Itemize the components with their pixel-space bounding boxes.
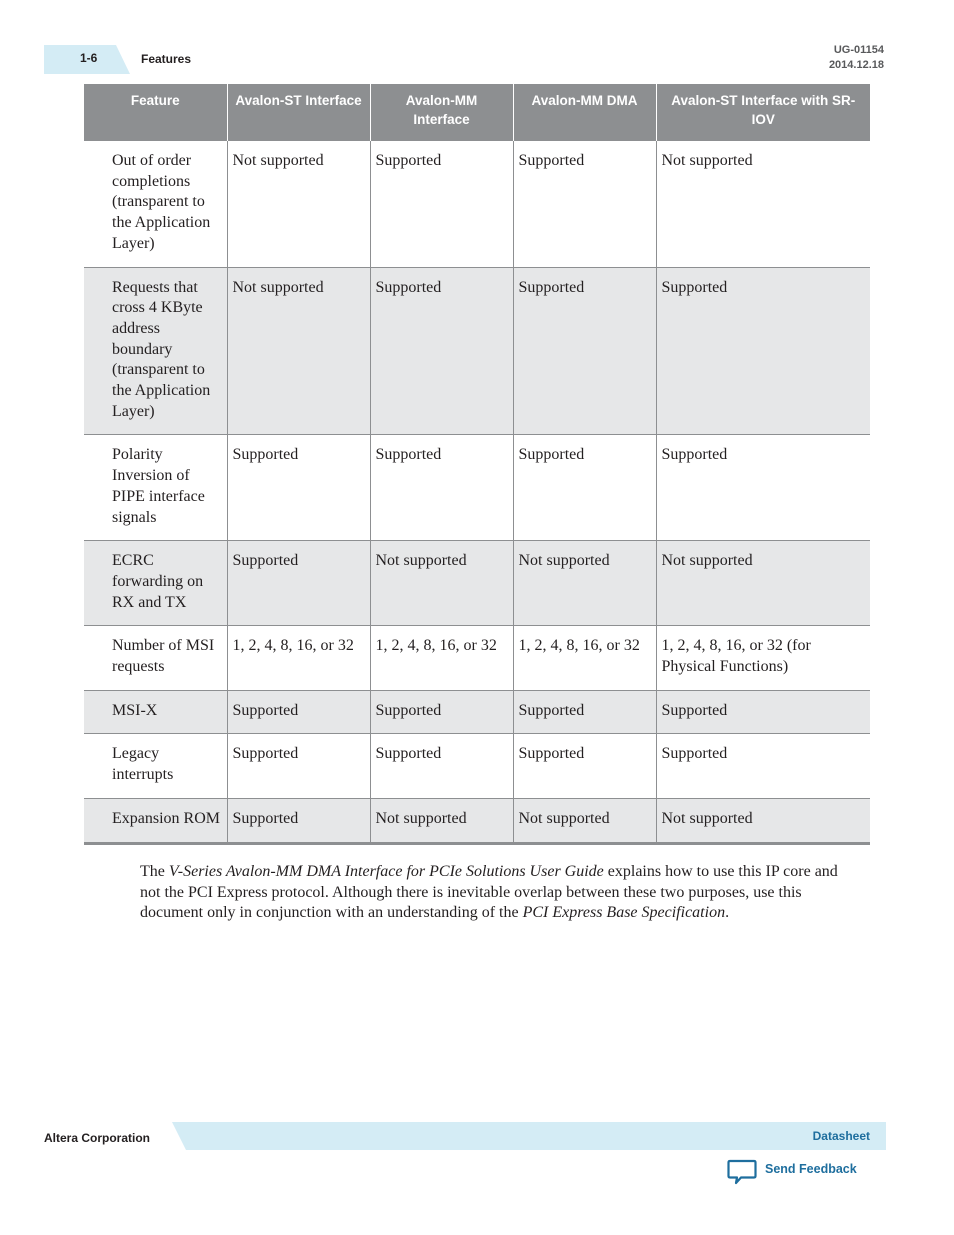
table-cell: Supported bbox=[513, 141, 656, 268]
feature-cell: Expansion ROM bbox=[84, 798, 227, 843]
feature-cell: Number of MSI requests bbox=[84, 626, 227, 690]
table-cell: Not supported bbox=[227, 267, 370, 435]
table-cell: Supported bbox=[656, 690, 870, 734]
table-row bbox=[84, 734, 870, 798]
table-cell: Supported bbox=[513, 267, 656, 435]
page-number: 1-6 bbox=[80, 51, 98, 65]
feature-comparison-table bbox=[84, 84, 870, 845]
table-cell: Not supported bbox=[370, 541, 513, 626]
table-cell: Supported bbox=[227, 541, 370, 626]
feature-cell: Requests that cross 4 KByte address boundary (transparent to the Application Layer) bbox=[84, 267, 227, 435]
column-header: Avalon-ST Interface with SR-IOV bbox=[656, 84, 870, 141]
table-cell: Supported bbox=[227, 798, 370, 843]
body-text-span: explains how to use this IP core and not the PCI Express protocol. Although there is inevitable overlap between these two purposes, use this document only in conjunction with an understanding of the bbox=[140, 863, 838, 922]
table-cell: Supported bbox=[656, 267, 870, 435]
table-cell: Supported bbox=[656, 734, 870, 798]
table-cell: Not supported bbox=[227, 141, 370, 268]
table-row bbox=[84, 435, 870, 541]
table-cell: 1, 2, 4, 8, 16, or 32 bbox=[227, 626, 370, 690]
spec-reference-title: PCI Express Base Specification bbox=[522, 904, 726, 922]
table-cell: Not supported bbox=[656, 141, 870, 268]
table-cell: Supported bbox=[370, 734, 513, 798]
column-header: Avalon-MM Interface bbox=[370, 84, 513, 141]
footer-doc-type: Datasheet bbox=[812, 1129, 870, 1143]
table-cell: 1, 2, 4, 8, 16, or 32 bbox=[370, 626, 513, 690]
table-cell: Supported bbox=[370, 435, 513, 541]
table-row bbox=[84, 267, 870, 435]
doc-identifier bbox=[829, 43, 884, 73]
table-row bbox=[84, 141, 870, 268]
footer-band bbox=[172, 1122, 886, 1150]
table-cell: Not supported bbox=[513, 541, 656, 626]
footer-company: Altera Corporation bbox=[44, 1131, 151, 1145]
table-cell: Supported bbox=[656, 435, 870, 541]
table-cell: Not supported bbox=[513, 798, 656, 843]
column-header: Avalon-ST Interface bbox=[227, 84, 370, 141]
send-feedback-link[interactable] bbox=[727, 1158, 857, 1188]
section-title: Features bbox=[141, 52, 192, 66]
table-cell: 1, 2, 4, 8, 16, or 32 (for Physical Functions) bbox=[656, 626, 870, 690]
table-cell: Supported bbox=[370, 267, 513, 435]
feature-cell: ECRC forwarding on RX and TX bbox=[84, 541, 227, 626]
send-feedback-label[interactable]: Send Feedback bbox=[765, 1162, 857, 1176]
table-cell: Not supported bbox=[656, 798, 870, 843]
body-text-span: . bbox=[725, 904, 730, 922]
body-text-span: The bbox=[140, 863, 169, 880]
doc-reference-title: V-Series Avalon-MM DMA Interface for PCIe Solutions User Guide bbox=[168, 863, 604, 880]
table-cell: Supported bbox=[227, 690, 370, 734]
body-paragraph bbox=[140, 862, 860, 924]
column-header: Feature bbox=[84, 84, 227, 141]
column-header: Avalon-MM DMA bbox=[513, 84, 656, 141]
table-cell: Supported bbox=[513, 435, 656, 541]
table-cell: Supported bbox=[370, 690, 513, 734]
table-row bbox=[84, 690, 870, 734]
table-row bbox=[84, 626, 870, 690]
feature-cell: Legacy interrupts bbox=[84, 734, 227, 798]
table-header-row bbox=[84, 84, 870, 141]
table-cell: Supported bbox=[227, 734, 370, 798]
table-cell: Supported bbox=[513, 690, 656, 734]
speech-bubble-icon bbox=[727, 1158, 757, 1186]
feature-cell: Out of order completions (transparent to the Application Layer) bbox=[84, 141, 227, 268]
feature-cell: Polarity Inversion of PIPE interface signals bbox=[84, 435, 227, 541]
table-cell: Supported bbox=[513, 734, 656, 798]
table-cell: 1, 2, 4, 8, 16, or 32 bbox=[513, 626, 656, 690]
table-cell: Supported bbox=[227, 435, 370, 541]
doc-id: UG-01154 bbox=[833, 44, 884, 56]
table-row bbox=[84, 798, 870, 843]
feature-cell: MSI-X bbox=[84, 690, 227, 734]
table-cell: Not supported bbox=[370, 798, 513, 843]
table-cell: Not supported bbox=[656, 541, 870, 626]
table-cell: Supported bbox=[370, 141, 513, 268]
doc-date: 2014.12.18 bbox=[828, 59, 884, 71]
table-row bbox=[84, 541, 870, 626]
